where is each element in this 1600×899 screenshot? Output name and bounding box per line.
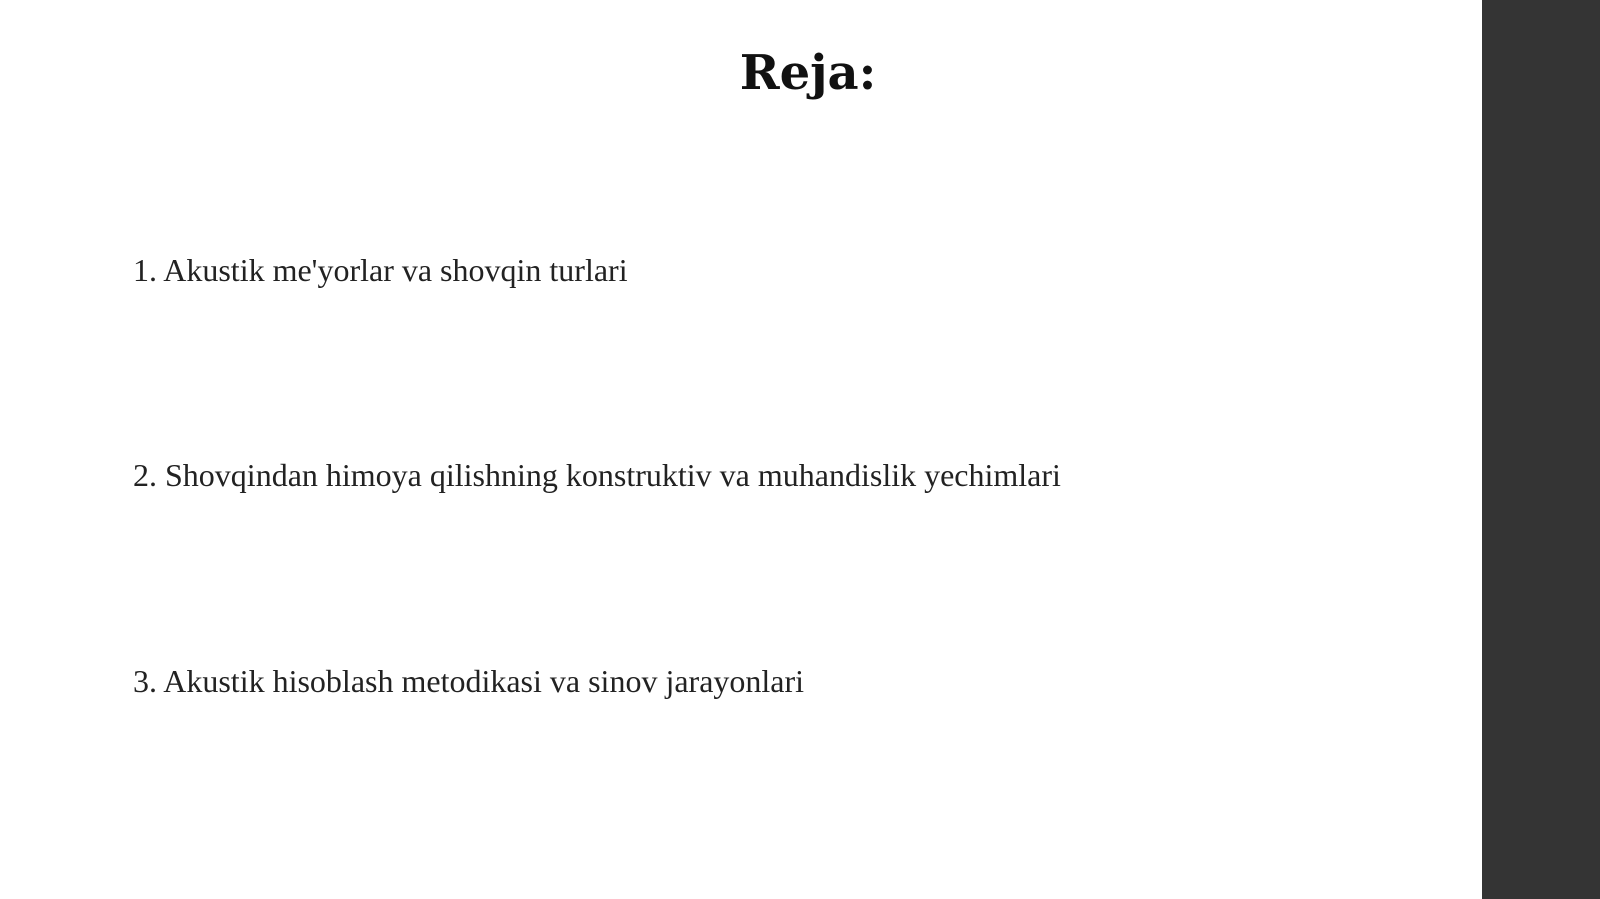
side-bar [1482, 0, 1600, 899]
plan-item: 2. Shovqindan himoya qilishning konstruktiv va muhandislik yechimlari [133, 457, 1061, 493]
plan-item: 3. Akustik hisoblash metodikasi va sinov jarayonlari [133, 663, 805, 699]
slide-title: Reja: [739, 45, 877, 101]
plan-item: 1. Akustik me'yorlar va shovqin turlari [133, 252, 628, 288]
